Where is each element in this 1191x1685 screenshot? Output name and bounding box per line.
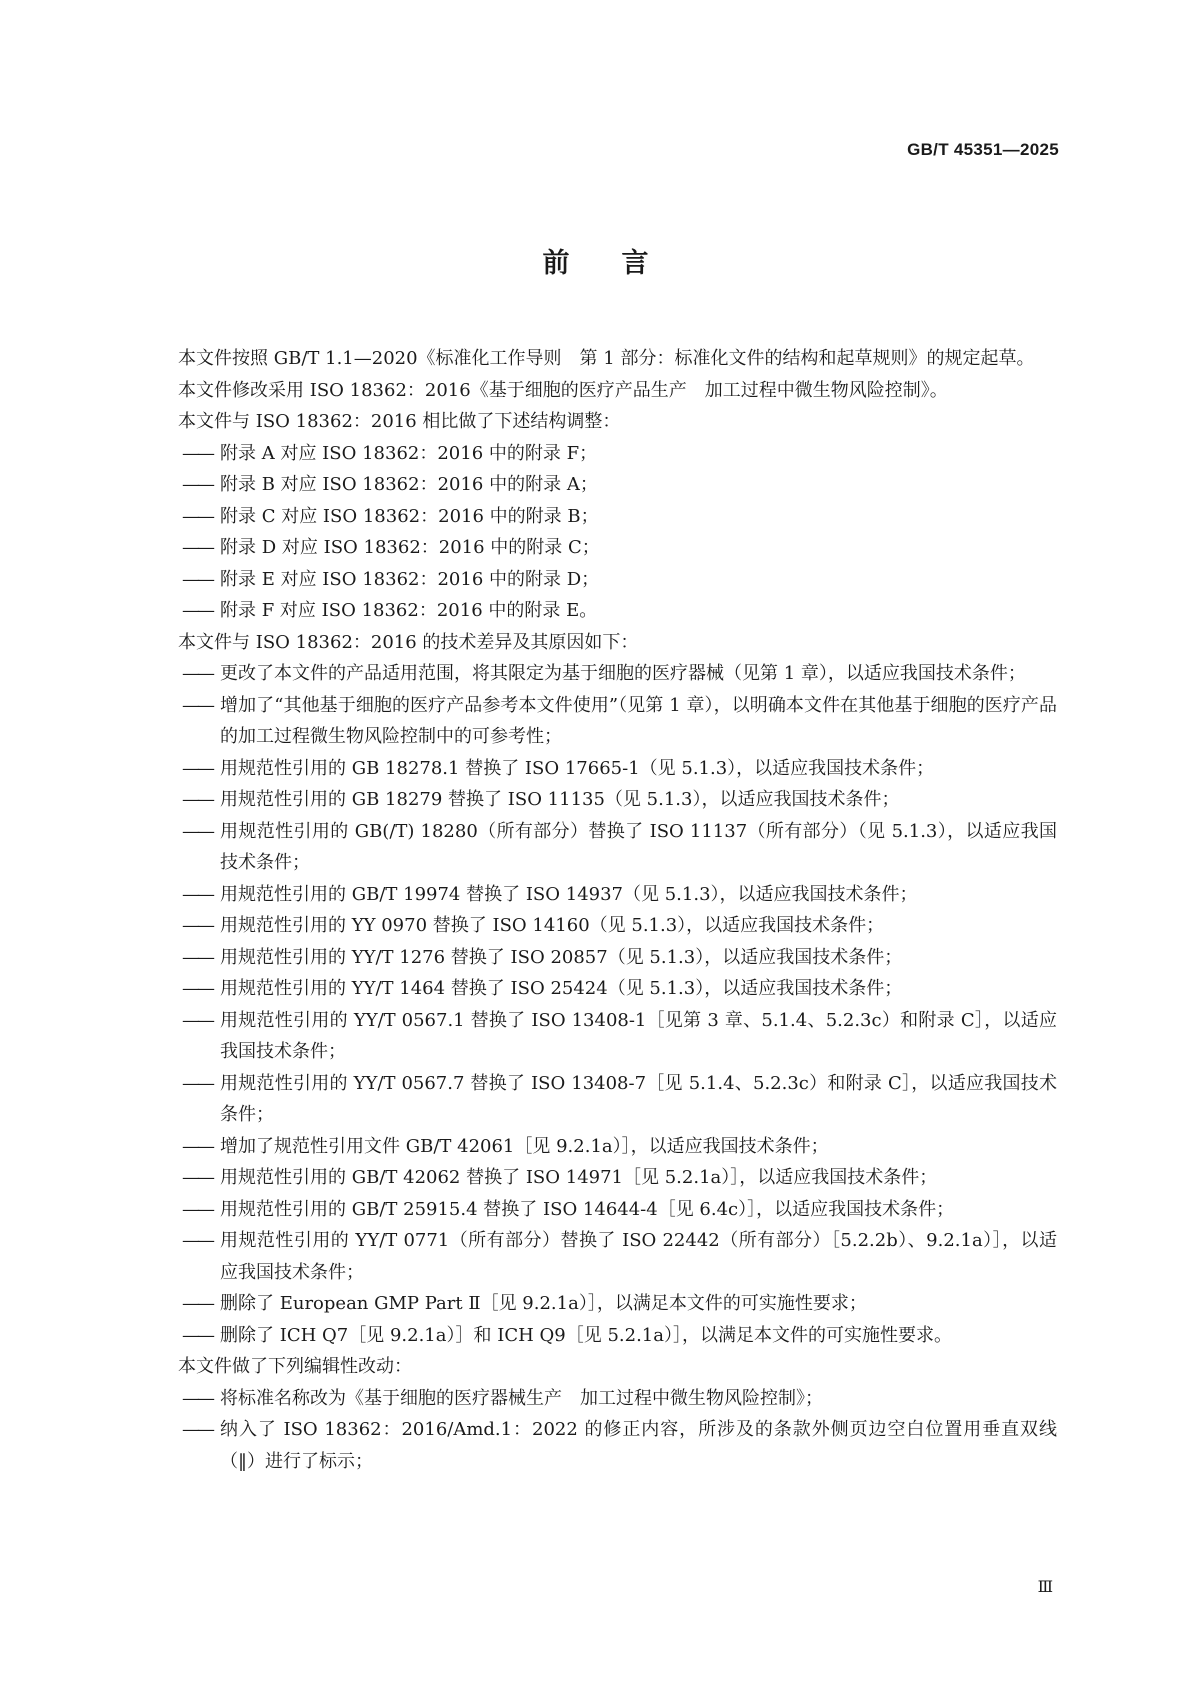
dash-marker: —— <box>182 694 212 716</box>
list-item: —— 增加了规范性引用文件 GB/T 42061［见 9.2.1a）］，以适应我国技术条件； <box>142 1131 1057 1163</box>
dash-marker: —— <box>182 789 212 810</box>
dash-marker: —— <box>182 1072 212 1094</box>
editorial-changes-list <box>142 1383 1057 1478</box>
dash-marker: —— <box>182 600 212 621</box>
list-item: —— 用规范性引用的 YY/T 0567.1 替换了 ISO 13408-1［见第 3 章、5.1.4、5.2.3c）和附录 C］，以适应我国技术条件； <box>142 1005 1057 1068</box>
dash-marker: —— <box>182 1198 212 1220</box>
dash-marker: —— <box>182 1293 212 1314</box>
list-item: —— 增加了“其他基于细胞的医疗产品参考本文件使用”（见第 1 章），以明确本文件在其他基于细胞的医疗产品的加工过程微生物风险控制中的可参考性； <box>142 690 1057 753</box>
dash-marker: —— <box>182 883 212 905</box>
dash-marker: —— <box>182 946 212 968</box>
dash-marker: —— <box>182 1135 212 1157</box>
page-title: 前言 <box>542 248 701 279</box>
page-number: Ⅲ <box>1037 1577 1053 1596</box>
dash-marker: —— <box>182 757 212 779</box>
editorial-changes-heading: 本文件做了下列编辑性改动： <box>178 1356 412 1377</box>
list-item: —— 用规范性引用的 GB/T 19974 替换了 ISO 14937（见 5.1.3），以适应我国技术条件； <box>142 879 1057 911</box>
list-item: —— 更改了本文件的产品适用范围，将其限定为基于细胞的医疗器械（见第 1 章），以适应我国技术条件； <box>142 658 1057 690</box>
list-item: —— 用规范性引用的 YY/T 0771（所有部分）替换了 ISO 22442（所有部分）［5.2.2b）、9.2.1a）］，以适应我国技术条件； <box>142 1225 1057 1288</box>
dash-marker: —— <box>182 1324 212 1346</box>
dash-marker: —— <box>182 1009 212 1031</box>
dash-marker: —— <box>182 1167 212 1188</box>
dash-marker: —— <box>182 663 212 684</box>
standard-code: GB/T 45351—2025 <box>907 140 1059 159</box>
dash-marker: —— <box>182 978 212 999</box>
dash-marker: —— <box>182 915 212 936</box>
list-item: —— 附录 D 对应 ISO 18362：2016 中的附录 C； <box>142 532 1057 564</box>
dash-marker: —— <box>182 1230 212 1251</box>
dash-marker: —— <box>182 568 212 590</box>
list-item: —— 附录 F 对应 ISO 18362：2016 中的附录 E。 <box>142 595 1057 627</box>
dash-marker: —— <box>182 505 212 527</box>
dash-marker: —— <box>182 1419 212 1440</box>
list-item: —— 附录 E 对应 ISO 18362：2016 中的附录 D； <box>142 564 1057 596</box>
document-body <box>142 343 1057 1477</box>
list-item: —— 附录 B 对应 ISO 18362：2016 中的附录 A； <box>142 469 1057 501</box>
structural-changes-heading: 本文件与 ISO 18362：2016 相比做了下述结构调整： <box>178 411 621 432</box>
list-item: —— 用规范性引用的 GB(/T) 18280（所有部分）替换了 ISO 11137（所有部分）（见 5.1.3），以适应我国技术条件； <box>142 816 1057 879</box>
structural-changes-list <box>142 438 1057 627</box>
list-item: —— 纳入了 ISO 18362：2016/Amd.1：2022 的修正内容，所涉及的条款外侧页边空白位置用垂直双线（‖）进行了标示； <box>142 1414 1057 1477</box>
list-item: —— 用规范性引用的 YY/T 0567.7 替换了 ISO 13408-7［见 5.1.4、5.2.3c）和附录 C］，以适应我国技术条件； <box>142 1068 1057 1131</box>
technical-differences-list <box>142 658 1057 1351</box>
list-item: —— 用规范性引用的 YY/T 1276 替换了 ISO 20857（见 5.1.3），以适应我国技术条件； <box>142 942 1057 974</box>
list-item: —— 用规范性引用的 YY 0970 替换了 ISO 14160（见 5.1.3），以适应我国技术条件； <box>142 910 1057 942</box>
dash-marker: —— <box>182 442 212 464</box>
list-item: —— 将标准名称改为《基于细胞的医疗器械生产 加工过程中微生物风险控制》； <box>142 1383 1057 1415</box>
adoption-paragraph: 本文件修改采用 ISO 18362：2016《基于细胞的医疗产品生产 加工过程中微生物风险控制》。 <box>178 379 948 401</box>
list-item: —— 用规范性引用的 GB 18278.1 替换了 ISO 17665-1（见 5.1.3），以适应我国技术条件； <box>142 753 1057 785</box>
technical-differences-heading: 本文件与 ISO 18362：2016 的技术差异及其原因如下： <box>178 631 639 653</box>
list-item: —— 附录 A 对应 ISO 18362：2016 中的附录 F； <box>142 438 1057 470</box>
list-item: —— 附录 C 对应 ISO 18362：2016 中的附录 B； <box>142 501 1057 533</box>
list-item: —— 用规范性引用的 GB/T 25915.4 替换了 ISO 14644-4［见 6.4c）］，以适应我国技术条件； <box>142 1194 1057 1226</box>
dash-marker: —— <box>182 537 212 558</box>
list-item: —— 用规范性引用的 GB 18279 替换了 ISO 11135（见 5.1.3），以适应我国技术条件； <box>142 784 1057 816</box>
list-item: —— 删除了 ICH Q7［见 9.2.1a）］和 ICH Q9［见 5.2.1a）］，以满足本文件的可实施性要求。 <box>142 1320 1057 1352</box>
dash-marker: —— <box>182 820 212 842</box>
dash-marker: —— <box>182 474 212 495</box>
intro-paragraph: 本文件按照 GB/T 1.1—2020《标准化工作导则 第 1 部分：标准化文件的结构和起草规则》的规定起草。 <box>178 348 1035 369</box>
dash-marker: —— <box>182 1387 212 1409</box>
list-item: —— 用规范性引用的 GB/T 42062 替换了 ISO 14971［见 5.2.1a）］，以适应我国技术条件； <box>142 1162 1057 1194</box>
list-item: —— 用规范性引用的 YY/T 1464 替换了 ISO 25424（见 5.1.3），以适应我国技术条件； <box>142 973 1057 1005</box>
list-item: —— 删除了 European GMP Part Ⅱ［见 9.2.1a）］，以满足本文件的可实施性要求； <box>142 1288 1057 1320</box>
